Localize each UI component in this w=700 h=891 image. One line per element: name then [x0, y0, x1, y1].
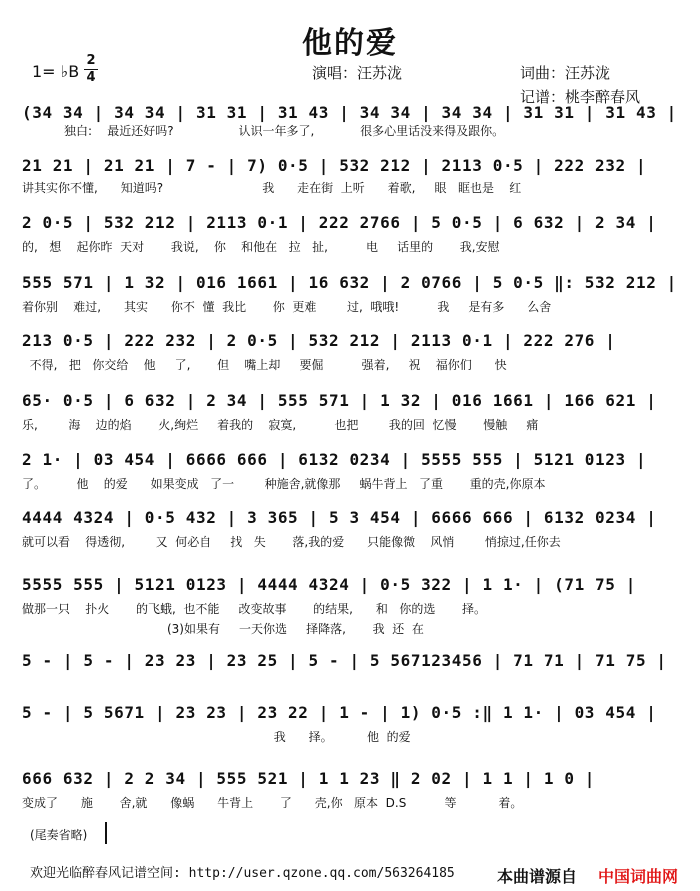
lyric-line: 独白: 最近还好吗? 认识一年多了, 很多心里话没来得及跟你。 [22, 124, 505, 138]
lyric-line: 乐, 海 边的焰 火,绚烂 着我的 寂寞, 也把 我的回 忆慢 慢触 痛 [22, 418, 539, 432]
lyric-line: 了。 他 的爱 如果变成 了一 种施舍,就像那 蜗牛背上 了重 重的壳,你原本 [22, 477, 546, 491]
site-name: 中国词曲网 [598, 867, 679, 886]
notation-line: 5 - | 5 5671 | 23 23 | 23 22 | 1 - | 1) 0·5 :‖ 1 1· | 03 454 | [22, 703, 657, 722]
notation-line: 555 571 | 1 32 | 016 1661 | 16 632 | 2 0766 | 5 0·5 ‖: 532 212 | [22, 273, 677, 292]
notation-line: 65· 0·5 | 6 632 | 2 34 | 555 571 | 1 32 | 016 1661 | 166 621 | [22, 391, 657, 410]
lyric-line: 讲其实你不懂, 知道吗? 我 走在街 上听 着歌, 眼 眶也是 红 [22, 181, 522, 195]
lyric-line: 我 择。 他 的爱 [22, 730, 411, 744]
song-title: 他的爱 [302, 26, 398, 61]
footer-url-text: 欢迎光临醉春风记谱空间: http://user.qzone.qq.com/563264185 [30, 866, 455, 881]
notation-line: 2 1· | 03 454 | 6666 666 | 6132 0234 | 5555 555 | 5121 0123 | [22, 450, 647, 469]
lyric-line: 就可以看 得透彻, 又 何必自 找 失 落,我的爱 只能像微 风悄 悄掠过,任你去 [22, 535, 561, 549]
final-barline [105, 822, 107, 844]
lyric-line: 做那一只 扑火 的飞蛾, 也不能 改变故事 的结果, 和 你的选 择。 [22, 602, 487, 616]
outro-omitted-note: (尾奏省略) [30, 828, 88, 842]
notation-line: 5 - | 5 - | 23 23 | 23 25 | 5 - | 5 567123456 | 71 71 | 71 75 | [22, 651, 667, 670]
notation-line: 213 0·5 | 222 232 | 2 0·5 | 532 212 | 2113 0·1 | 222 276 | [22, 331, 616, 350]
time-signature [84, 54, 98, 85]
notation-line: 21 21 | 21 21 | 7 - | 7) 0·5 | 532 212 | 2113 0·5 | 222 232 | [22, 156, 647, 175]
lyric-line: 着你别 难过, 其实 你不 懂 我比 你 更难 过, 哦哦! 我 是有多 么舍 [22, 300, 552, 314]
key-signature: 1= ♭B [32, 62, 80, 81]
singer-credit: 演唱：汪苏泷 [312, 64, 403, 82]
transcriber-credit: 记谱：桃李醉春风 [520, 88, 641, 106]
composer-credit: 词曲：汪苏泷 [520, 64, 611, 82]
lyric-line-verse-3: (3)如果有 一天你选 择降落, 我 还 在 [22, 622, 424, 636]
time-signature-bottom: 4 [86, 70, 96, 85]
notation-line: (34 34 | 34 34 | 31 31 | 31 43 | 34 34 | 34 34 | 31 31 | 31 43 | [22, 103, 677, 122]
notation-line: 666 632 | 2 2 34 | 555 521 | 1 1 23 ‖ 2 02 | 1 1 | 1 0 | [22, 769, 596, 788]
notation-line: 5555 555 | 5121 0123 | 4444 4324 | 0·5 322 | 1 1· | (71 75 | [22, 575, 636, 594]
lyric-line: 的, 想 起你昨 天对 我说, 你 和他在 拉 扯, 电 话里的 我,安慰 [22, 240, 500, 254]
notation-line: 4444 4324 | 0·5 432 | 3 365 | 5 3 454 | 6666 666 | 6132 0234 | [22, 508, 657, 527]
lyric-line: 不得, 把 你交给 他 了, 但 嘴上却 要倔 强着, 祝 福你们 快 [22, 358, 507, 372]
source-label: 本曲谱源自 [497, 867, 578, 886]
time-signature-top: 2 [86, 53, 96, 68]
lyric-line: 变成了 施 舍,就 像蜗 牛背上 了 壳,你 原本 D.S 等 着。 [22, 796, 523, 810]
notation-line: 2 0·5 | 532 212 | 2113 0·1 | 222 2766 | 5 0·5 | 6 632 | 2 34 | [22, 213, 657, 232]
